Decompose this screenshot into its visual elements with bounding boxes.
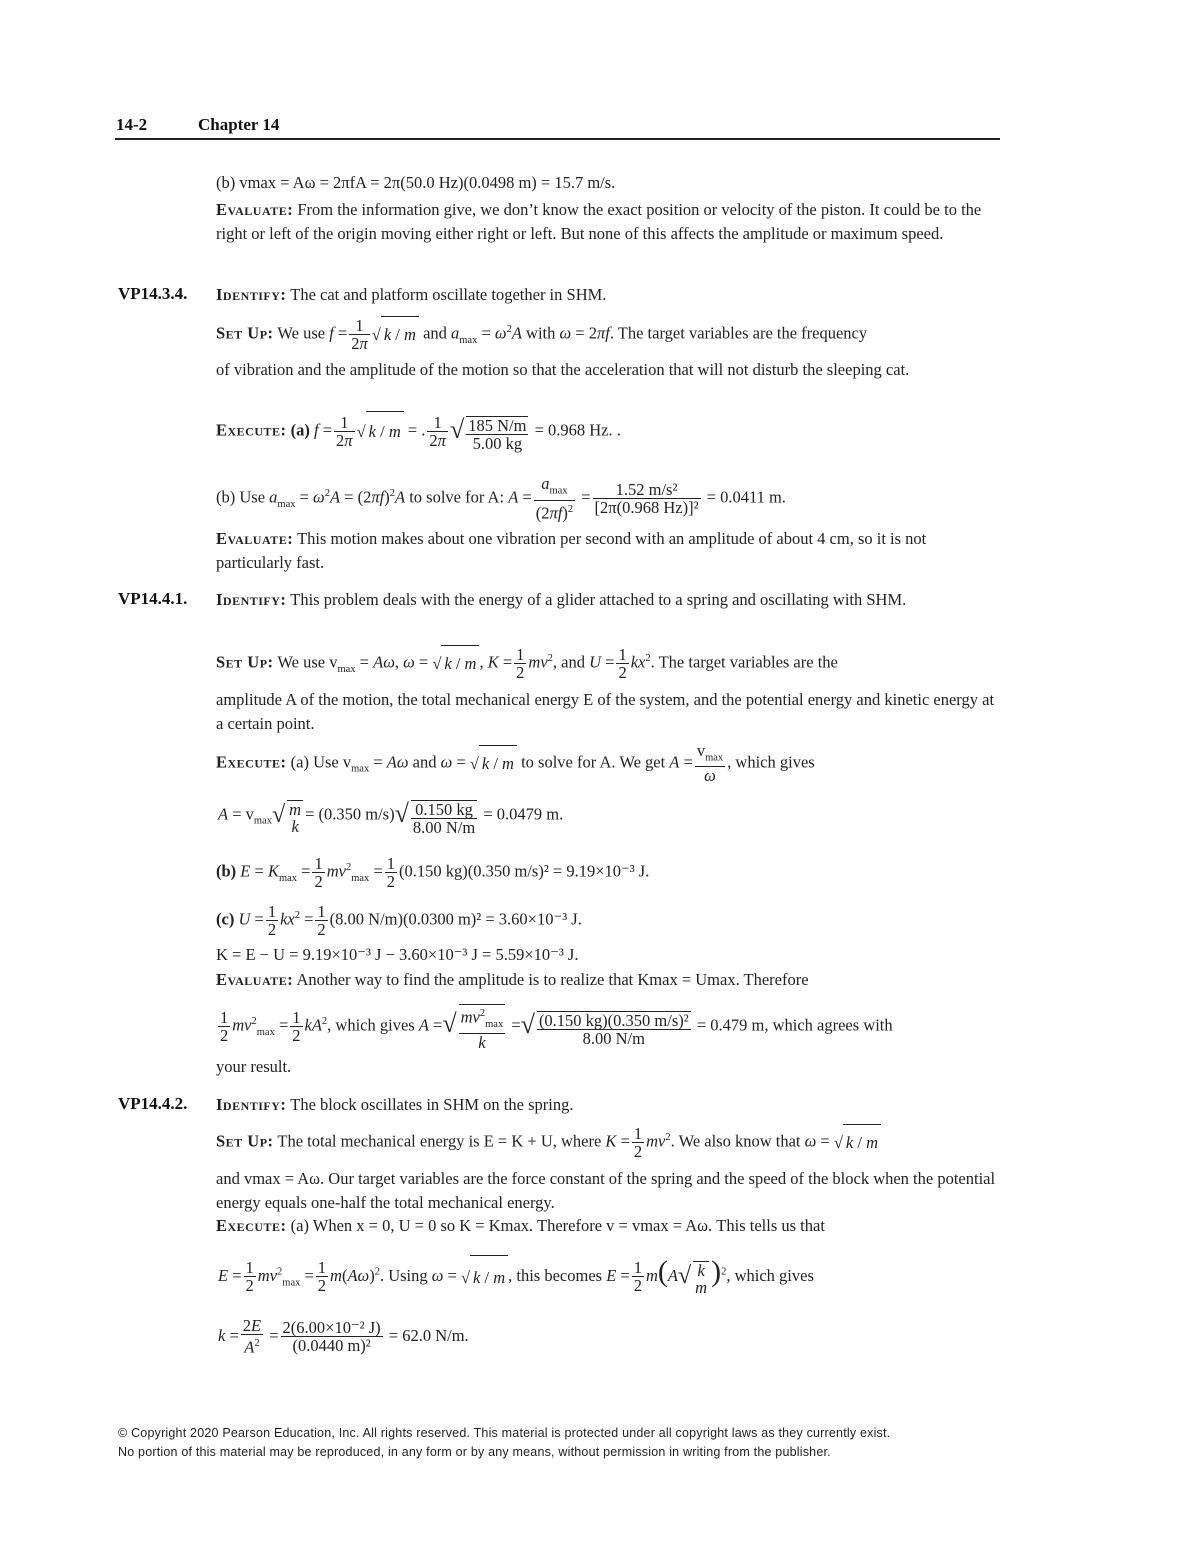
setup-c: with [526, 323, 556, 343]
setup-a: We use [277, 652, 326, 672]
vp1-setup-cont: of vibration and the amplitude of the motion so that the acceleration that will not disturb the sleeping cat. [216, 360, 910, 379]
identify-text: The cat and platform oscillate together in SHM. [290, 285, 607, 304]
copyright-line-1: © Copyright 2020 Pearson Education, Inc. All rights reserved. This material is protected under all copyright laws as they currently exist. [118, 1426, 891, 1440]
e-mid: . Using [379, 1266, 428, 1285]
vp3-setup-cont: and vmax = Aω. Our target variables are the force constant of the spring and the speed of the block when the potential energy equals one-half the total mechanical energy. [216, 1169, 996, 1212]
page-number: 14-2 [116, 115, 148, 134]
header-rule [115, 138, 1000, 140]
eval-den: 8.00 N/m [582, 1028, 645, 1048]
exec-a2: and [412, 752, 437, 772]
evaluate-paragraph-1 [216, 198, 996, 246]
identify-text: This problem deals with the energy of a glider attached to a spring and oscillating with SHM. [290, 590, 907, 609]
k-num: 2(6.00×10⁻² J) [282, 1318, 381, 1338]
problem-label-vp14-3-4: VP14.3.4. [118, 284, 188, 303]
setup-d: The target variables are the frequency [617, 323, 868, 343]
vp2-evaluate-eq: $\frac{1}{2}$ $mv^2_{max}$ = $\frac{1}{2}$ $kA^2$, which gives A =√ $\frac{mv^2_{max}}{k}$ =√ $\frac{\text{(0.150 kg)(0.350 m/s)²}}{8.00 N/m}$ = 0.479 m, which agrees with [216, 1000, 893, 1055]
vp1-identify [216, 283, 996, 307]
vp2-setup-cont: amplitude A of the motion, the total mechanical energy E of the system, and the potential energy and kinetic energy at a certain point. [216, 690, 995, 733]
vp3-energy-eq: E = $\frac{1}{2}$ $mv^2_{max}$ = $\frac{1}{2}$ $m(A\omega)^2$. Using ω = √ k / m , this becomes E = $\frac{1}{2}$ m(A√ k m )$^2$, which gives [218, 1250, 814, 1305]
setup-a: We use [277, 323, 326, 343]
exec-a: (a) Use [290, 752, 339, 772]
accel-value: 1.52 m/s² [593, 481, 701, 499]
amplitude-result: = 0.0411 m. [706, 487, 786, 507]
vp3-k-eq: k = $\frac{2E}{A^2}$ = $\frac{\text{2(6.00×10⁻² J)}}{\text{(0.0440 m)²}}$ = 62.0 N/m. [218, 1316, 469, 1357]
setup-label: Set Up: [216, 1131, 274, 1151]
setup-b: , and [552, 652, 585, 672]
vp2-execute-a: Execute: (a) Use $v_{max} = A\omega$ and ω = √ k / m to solve for A. We get A = $\frac{v_{max}}{\omega}$ , which gives [216, 741, 815, 786]
exec-a4: , which gives [727, 752, 815, 772]
vp2-identify [216, 588, 996, 612]
spring-const: 8.00 N/m [412, 817, 476, 837]
vp2-evaluate-line1 [216, 970, 809, 990]
setup-c: . The target variables are the [650, 652, 838, 672]
omega-squared: [2π(0.968 Hz)]² [594, 497, 699, 517]
problem-label-vp14-4-2: VP14.4.2. [118, 1094, 188, 1113]
vp2-evaluate-end: your result. [216, 1057, 292, 1076]
vp3-execute-a [216, 1216, 825, 1236]
evaluate-label: Evaluate: [216, 529, 294, 548]
evaluate-text: This motion makes about one vibration per second with an amplitude of about 4 cm, so it is not particularly fast. [216, 529, 927, 572]
eval-num: (0.150 kg)(0.350 m/s)² [538, 1010, 689, 1030]
mass: 5.00 kg [472, 433, 523, 453]
setup-a: The total mechanical energy is E = K + U, where [277, 1131, 602, 1151]
evaluate-text: From the information give, we don’t know the exact position or velocity of the piston. It could be to the right or left of the origin moving either right or left. But none of this affects the amplitude or maximum speed. [216, 200, 982, 243]
amp-result: = 0.0479 m. [483, 804, 564, 824]
identify-label: Identify: [216, 1095, 287, 1114]
k-den: (0.0440 m)² [292, 1336, 371, 1356]
vp1-execute-a: Execute: (a) f = $\frac{1}{2\pi}$ √ k / m = . $\frac{1}{2\pi}$ √ $\frac{185 N/m}{5.00 kg}$ = 0.968 Hz. . [216, 412, 621, 453]
exec-a-text: (a) When x = 0, U = 0 so K = Kmax. Therefore v = vmax = Aω. This tells us that [290, 1216, 825, 1235]
vp2-amplitude-calc: $A = v_{max}√$ m k = (0.350 m/s)√ $\frac{0.150 kg}{8.00 N/m}$ = 0.0479 m. [218, 799, 564, 837]
exec-a3: to solve for A. We get [521, 752, 666, 772]
execute-label: Execute: [216, 752, 287, 772]
vp1-evaluate [216, 527, 996, 575]
identify-label: Identify: [216, 590, 287, 609]
spring-const: 185 N/m [468, 415, 527, 435]
identify-label: Identify: [216, 285, 287, 304]
problem-label-vp14-4-1: VP14.4.1. [118, 589, 188, 608]
part-b-solve: to solve for A: [409, 487, 505, 507]
eval-result: = 0.479 m, which agrees with [696, 1015, 893, 1035]
e-end: , which gives [726, 1266, 814, 1285]
vp3-setup-line: Set Up: The total mechanical energy is E = K + U, where K = $\frac{1}{2}$ $mv^2$. We also know that ω = √ k / m [216, 1120, 881, 1161]
setup-label: Set Up: [216, 323, 274, 343]
potential-calc: (8.00 N/m)(0.0300 m)² = 3.60×10⁻³ J. [329, 909, 582, 929]
vp2-part-c: (c) U = $\frac{1}{2}$ $kx^2$ = $\frac{1}{2}$ (8.00 N/m)(0.0300 m)² = 3.60×10⁻³ J. [216, 901, 582, 939]
b-vmax-line: (b) vmax = Aω = 2πfA = 2π(50.0 Hz)(0.0498 m) = 15.7 m/s. [216, 173, 616, 192]
glider-mass: 0.150 kg [411, 801, 477, 819]
k-result: = 62.0 N/m. [388, 1326, 469, 1345]
vp2-part-b: (b) $E = K_{max}$ = $\frac{1}{2}$ $mv^2_{max}$ = $\frac{1}{2}$ (0.150 kg)(0.350 m/s)² = 9.19×10⁻³ J. [216, 853, 650, 891]
setup-label: Set Up: [216, 652, 274, 672]
setup-b: and [423, 323, 447, 343]
part-b-text: (b) Use [216, 487, 266, 507]
freq-result: = 0.968 Hz. . [534, 420, 621, 440]
evaluate-text: Another way to find the amplitude is to realize that Kmax = Umax. Therefore [296, 970, 809, 989]
amp-line1: = (0.350 m/s) [305, 804, 395, 824]
identify-text: The block oscillates in SHM on the spring. [290, 1095, 574, 1114]
eval-b: , which gives [327, 1015, 415, 1035]
evaluate-label: Evaluate: [216, 970, 294, 989]
vp1-part-b: (b) Use $a_{max} = \omega^2A = (2\pi f)^2A$ to solve for A: A = $\frac{a_{max}}{(2\pi f)^2}$ = $\frac{\text{1.52 m/s²}}{\text{[2π(0.968 Hz)]²}}$ = 0.0411 m. [216, 474, 786, 523]
execute-label: Execute: [216, 420, 287, 440]
vp2-kinetic-line: K = E − U = 9.19×10⁻³ J − 3.60×10⁻³ J = 5.59×10⁻³ J. [216, 945, 579, 964]
evaluate-label: Evaluate: [216, 200, 294, 219]
energy-calc: (0.150 kg)(0.350 m/s)² = 9.19×10⁻³ J. [399, 861, 650, 881]
chapter-title: Chapter 14 [198, 115, 280, 134]
vp3-identify [216, 1093, 996, 1117]
vp1-setup-line: Set Up: We use f = $\frac{1}{2\pi}$ √ k / m and $a_{max} = \omega^2A$ with ω = 2πf. The target variables are the frequency [216, 315, 868, 353]
setup-b: . We also know that [670, 1131, 801, 1151]
execute-label: Execute: [216, 1216, 287, 1235]
e-mid2: , this becomes [508, 1266, 603, 1285]
frac-1-2pi: $\frac{1}{2\pi}$ [351, 315, 368, 353]
part-a: (a) [290, 420, 310, 440]
copyright-line-2: No portion of this material may be reproduced, in any form or by any means, without permission in writing from the publisher. [118, 1445, 831, 1459]
vp2-setup-line: Set Up: We use $v_{max} = A\omega$, ω = √ k / m , K = $\frac{1}{2}$ $mv^2$, and U = $\frac{1}{2}$ $kx^2$. The target variables are the [216, 644, 838, 682]
